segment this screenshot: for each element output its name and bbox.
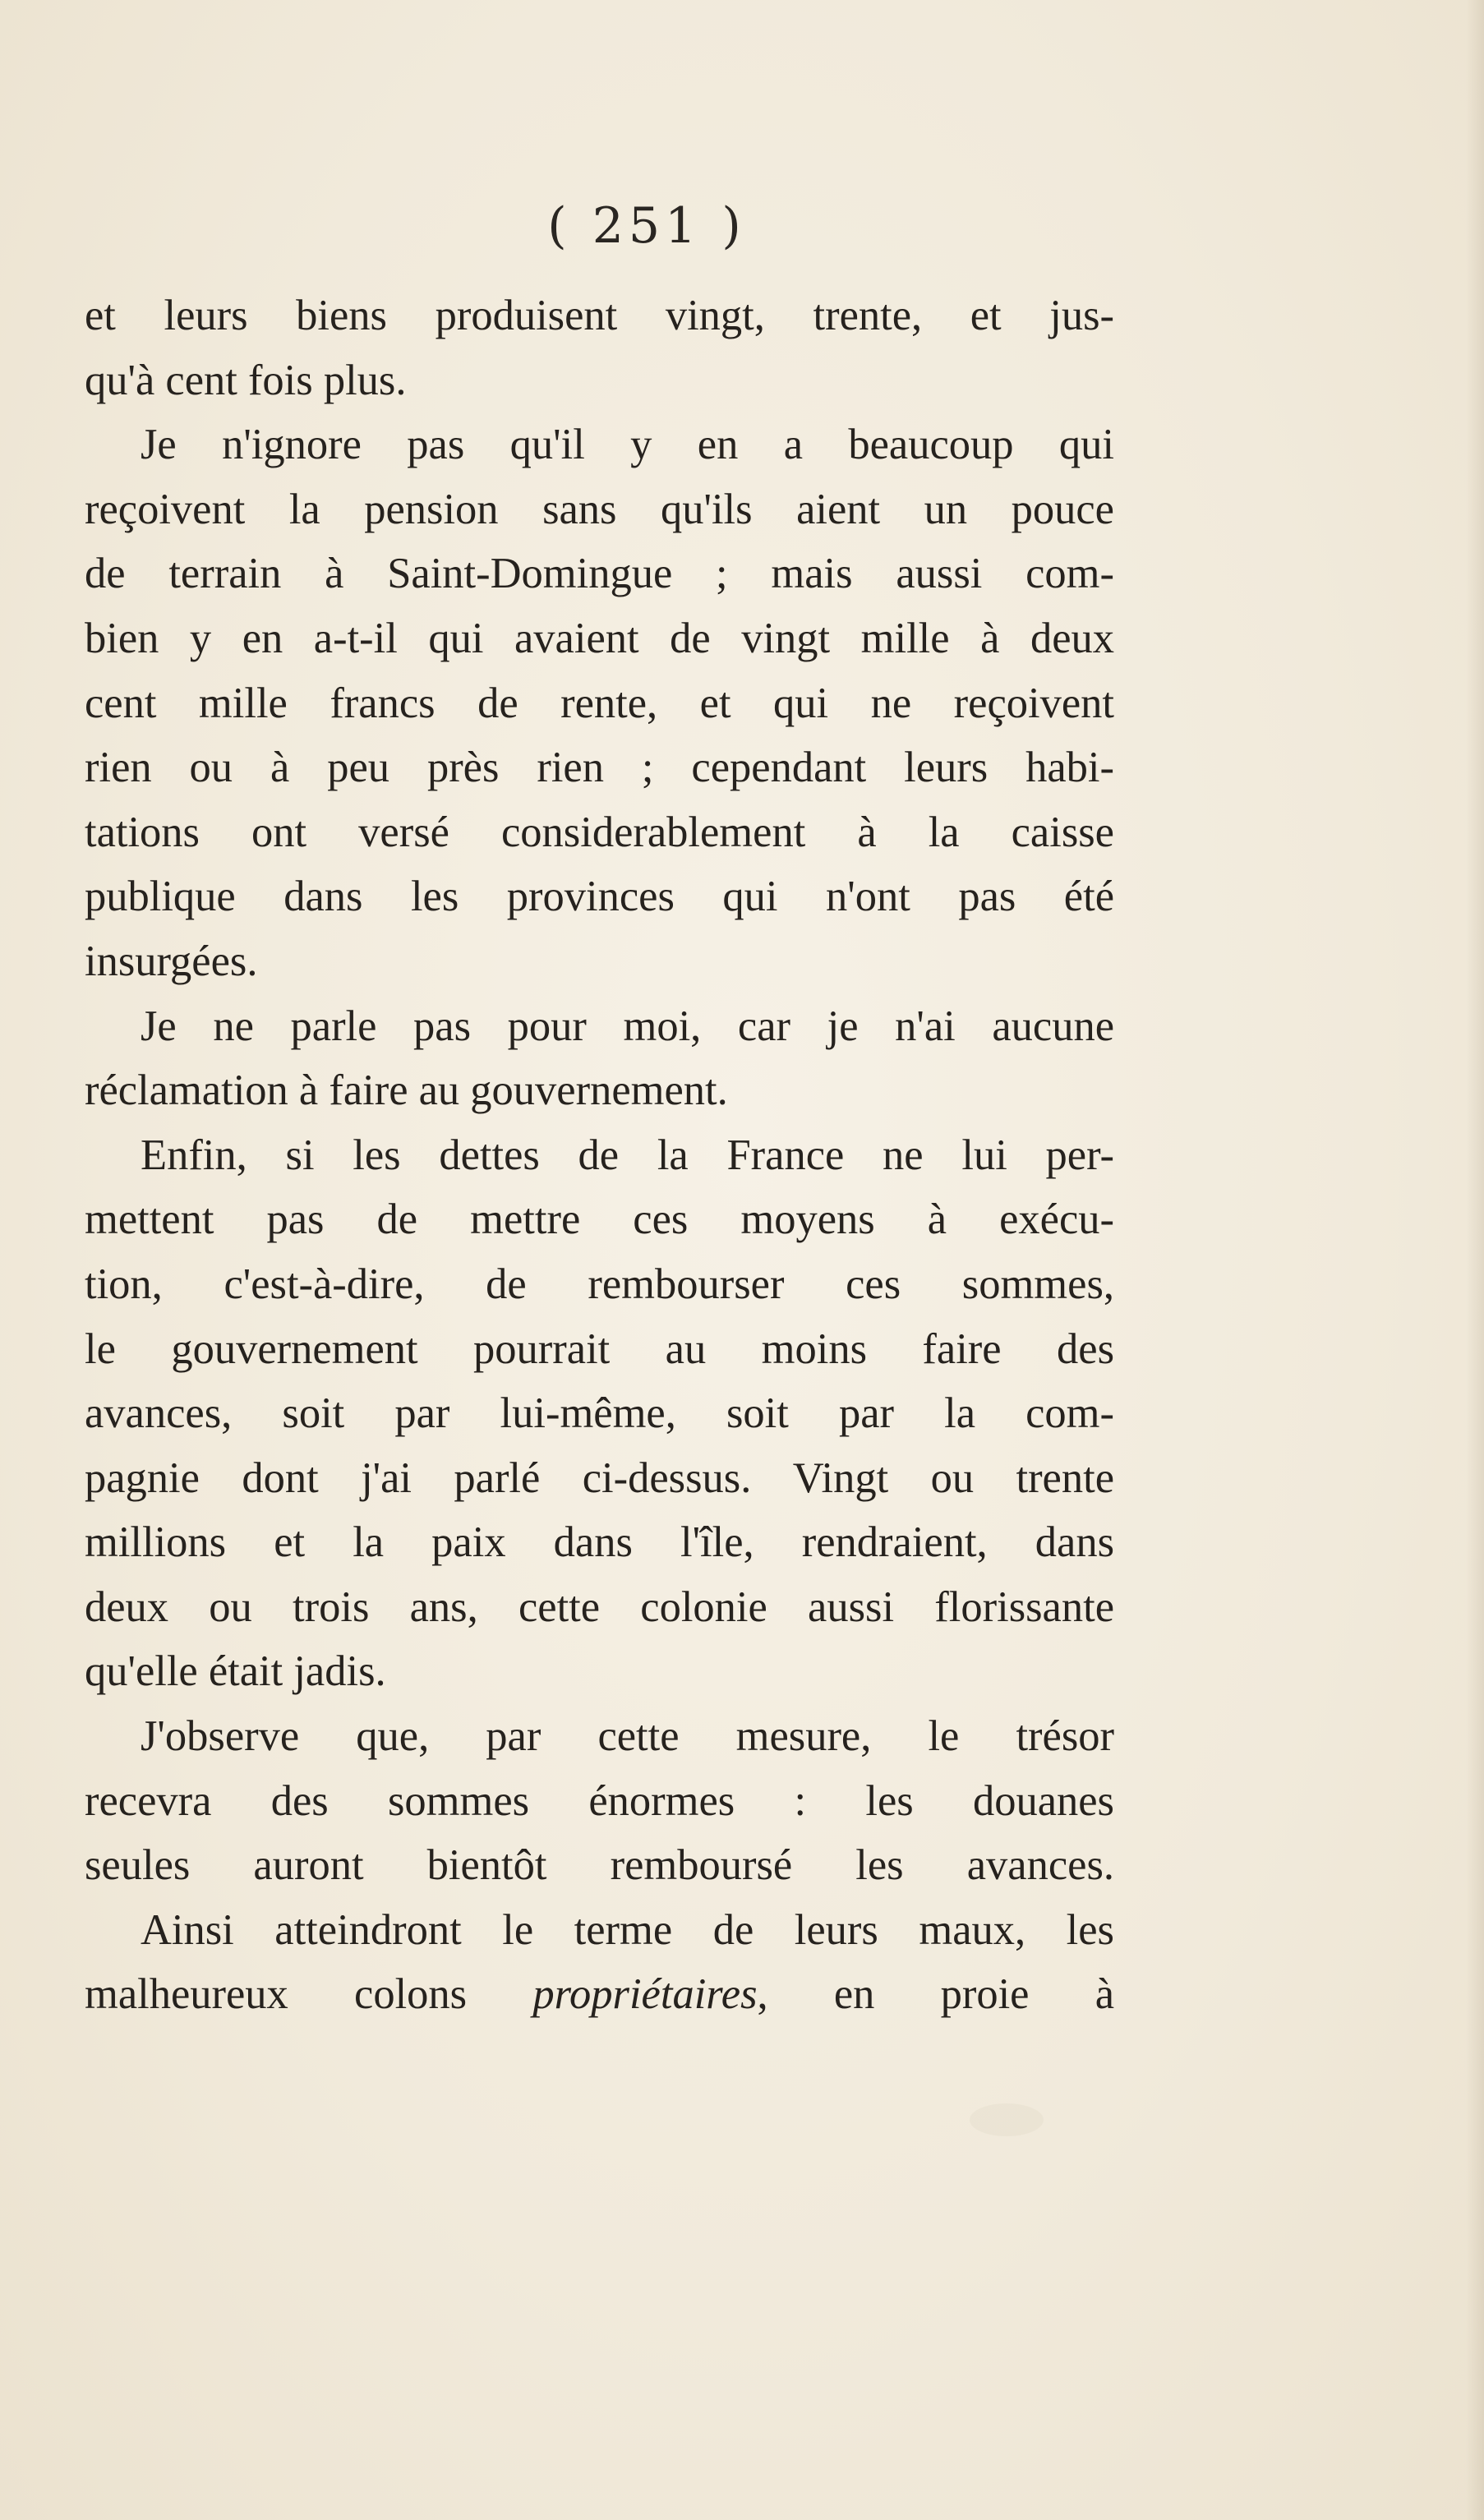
page-edge-shadow (1466, 0, 1484, 2520)
text-line: Je n'ignore pas qu'il y en a beaucoup qui (141, 421, 1114, 469)
text-line: insurgées. (85, 937, 258, 985)
text-fragment: , en proie à (757, 1970, 1114, 2019)
text-line: bien y en a-t-il qui avaient de vingt mille à deux (85, 614, 1114, 662)
page-number: ( 251 ) (547, 197, 746, 255)
text-line: le gouvernement pourrait au moins faire des (85, 1324, 1114, 1373)
text-line: avances, soit par lui-même, soit par la com- (85, 1389, 1114, 1438)
text-line: recevra des sommes énormes : les douanes (85, 1776, 1114, 1825)
text-line: Ainsi atteindront le terme de leurs maux, les (141, 1905, 1114, 1954)
italic-word: propriétaires (532, 1970, 758, 2019)
text-line: Je ne parle pas pour moi, car je n'ai aucune (141, 1002, 1114, 1050)
text-line: Enfin, si les dettes de la France ne lui per- (141, 1131, 1114, 1179)
text-line: publique dans les provinces qui n'ont pas été (85, 873, 1114, 921)
text-line: réclamation à faire au gouvernement. (85, 1067, 728, 1115)
text-line: et leurs biens produisent vingt, trente, et jus- (85, 292, 1114, 339)
text-line: rien ou à peu près rien ; cependant leurs habi- (85, 744, 1114, 792)
body-text (85, 283, 1114, 2027)
text-line: qu'à cent fois plus. (85, 356, 407, 404)
text-line: cent mille francs de rente, et qui ne reçoivent (85, 679, 1114, 727)
text-line: pagnie dont j'ai parlé ci-dessus. Vingt ou trente (85, 1453, 1114, 1502)
text-fragment: malheureux colons (85, 1970, 533, 2019)
paper-stain (970, 2103, 1044, 2136)
text-line: millions et la paix dans l'île, rendraient, dans (85, 1518, 1114, 1567)
text-line: J'observe que, par cette mesure, le trésor (141, 1712, 1114, 1761)
text-line: de terrain à Saint-Domingue ; mais aussi com- (85, 550, 1114, 598)
text-line: reçoivent la pension sans qu'ils aient un pouce (85, 485, 1114, 533)
text-line: tations ont versé considerablement à la caisse (85, 808, 1114, 856)
text-line: mettent pas de mettre ces moyens à exécu- (85, 1196, 1114, 1244)
text-line: seules auront bientôt remboursé les avances. (85, 1841, 1114, 1890)
text-line (85, 1962, 1114, 2027)
text-line: tion, c'est-à-dire, de rembourser ces sommes, (85, 1260, 1114, 1308)
text-line: deux ou trois ans, cette colonie aussi florissante (85, 1582, 1114, 1631)
text-line: qu'elle était jadis. (85, 1647, 386, 1696)
